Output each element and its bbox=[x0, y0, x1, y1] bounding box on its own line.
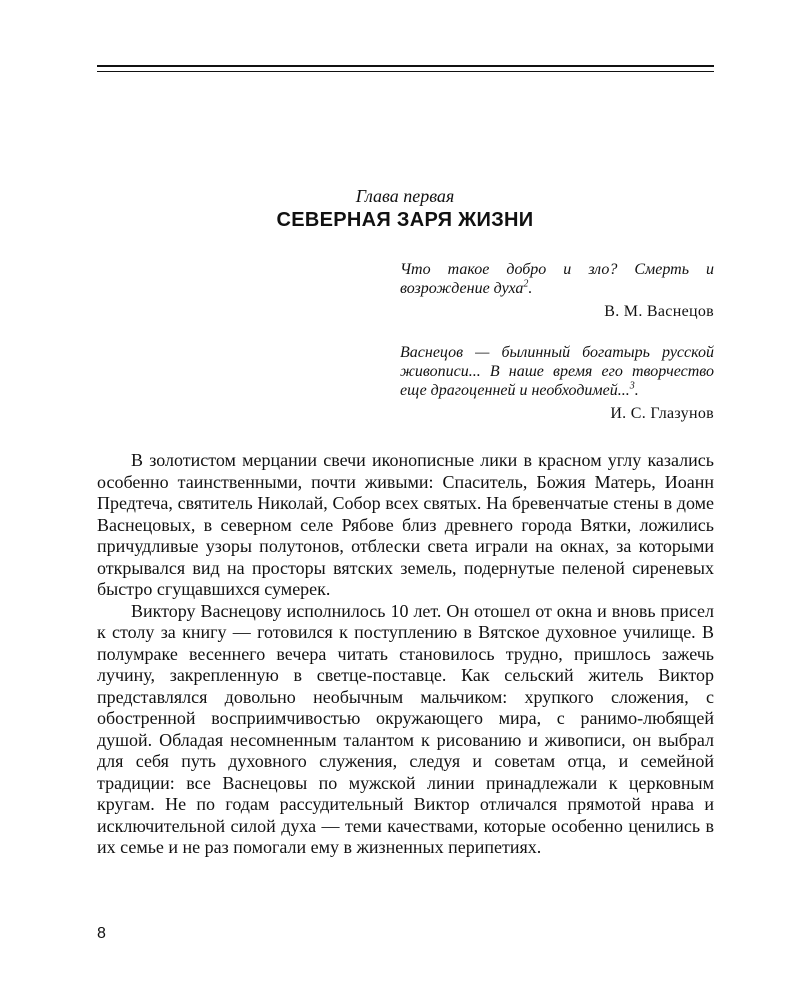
footnote-marker: 3 bbox=[629, 380, 635, 392]
epigraph-quote-end: . bbox=[528, 280, 533, 297]
page-number: 8 bbox=[97, 925, 106, 942]
epigraph-quote-end: . bbox=[634, 382, 639, 399]
epigraph-quote bbox=[400, 343, 714, 400]
chapter-label: Глава первая bbox=[355, 186, 455, 206]
footnote-marker: 2 bbox=[523, 278, 529, 290]
epigraph-quote-text: Что такое добро и зло? Смерть и возрождение духа bbox=[400, 261, 714, 297]
epigraph-1 bbox=[400, 260, 714, 321]
epigraph-quote-text: Васнецов — былинный богатырь русской живописи... В наше время его творчество еще драгоценней и необходимей... bbox=[400, 344, 714, 399]
paragraph: В золотистом мерцании свечи иконописные лики в красном углу казались особенно таинственными, почти живыми: Спаситель, Божия Матерь, Иоанн Предтеча, святитель Николай, Собор всех святых. На бревенчатые стены в доме Васнецовых, в северном селе Рябове близ древнего города Вятки, ложились причудливые узоры полутонов, отблески света играли на окнах, за которыми открывался вид на просторы вятских земель, подернутые пеленой сиреневых быстро сгущавшихся сумерек. bbox=[97, 450, 714, 599]
epigraph-author: В. М. Васнецов bbox=[604, 303, 714, 320]
epigraph-author: И. С. Глазунов bbox=[610, 405, 714, 422]
header-rule-thin bbox=[97, 71, 714, 72]
epigraph-2 bbox=[400, 343, 714, 423]
header-rule-thick bbox=[97, 65, 714, 67]
main-text bbox=[97, 450, 714, 859]
paragraph: Виктору Васнецову исполнилось 10 лет. Он отошел от окна и вновь присел к столу за книгу — готовился к поступлению в Вятское духовное училище. В полумраке весеннего вечера читать становилось трудно, пришлось зажечь лучину, закрепленную в светце-поставце. Как сельский житель Виктор представлялся довольно необычным мальчиком: хрупкого сложения, с обостренной восприимчивостью окружающего мира, с ранимо-любящей душой. Обладая несомненным талантом к рисованию и живописи, он выбрал для себя путь духовного служения, следуя и советам отца, и семейной традиции: все Васнецовы по мужской линии принадлежали к церковным кругам. Не по годам рассудительный Виктор отличался прямотой нрава и исключительной силой духа — теми качествами, которые особенно ценились в их семье и не раз помогали ему в жизненных перипетиях. bbox=[97, 600, 714, 857]
chapter-title: СЕВЕРНАЯ ЗАРЯ ЖИЗНИ bbox=[276, 209, 534, 231]
epigraph-quote bbox=[400, 260, 714, 298]
